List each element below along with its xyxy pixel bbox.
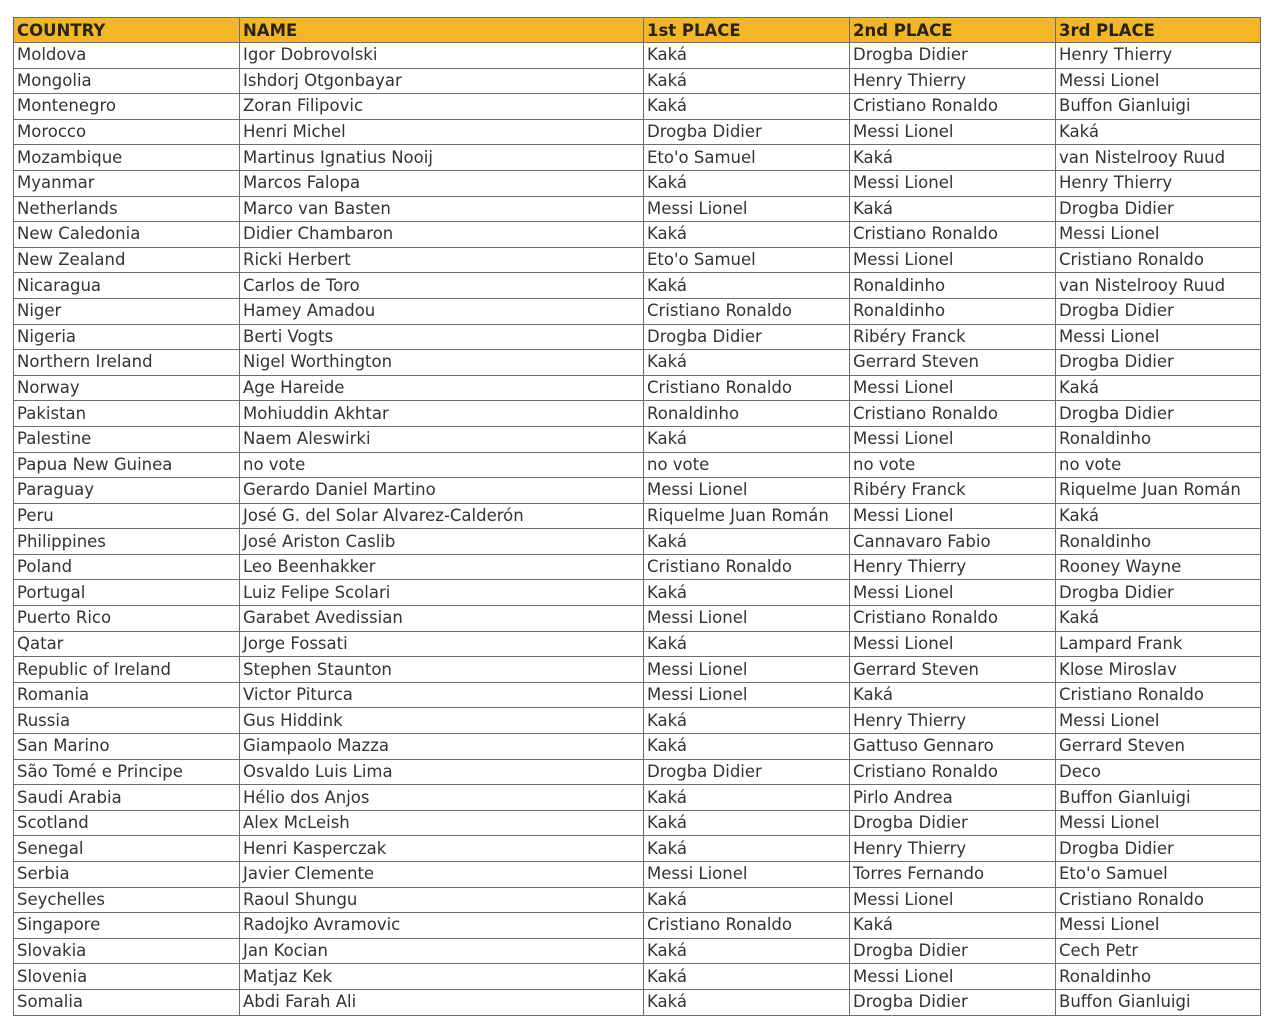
- table-row: [14, 734, 1261, 760]
- table-row: [14, 836, 1261, 862]
- first-place-cell: Messi Lionel: [644, 862, 850, 888]
- third-place-cell: Kaká: [1056, 503, 1261, 529]
- table-row: [14, 938, 1261, 964]
- country-cell: Slovakia: [14, 938, 240, 964]
- name-cell: Carlos de Toro: [240, 273, 644, 299]
- header-row: [14, 18, 1261, 43]
- name-cell: Victor Piturca: [240, 682, 644, 708]
- second-place-cell: Drogba Didier: [850, 938, 1056, 964]
- table-row: [14, 375, 1261, 401]
- first-place-cell: Kaká: [644, 68, 850, 94]
- third-place-cell: Henry Thierry: [1056, 170, 1261, 196]
- first-place-cell: Drogba Didier: [644, 759, 850, 785]
- second-place-cell: Henry Thierry: [850, 836, 1056, 862]
- country-cell: Puerto Rico: [14, 606, 240, 632]
- table-body: [14, 43, 1261, 1016]
- first-place-cell: Cristiano Ronaldo: [644, 375, 850, 401]
- name-cell: Ricki Herbert: [240, 247, 644, 273]
- country-cell: Morocco: [14, 119, 240, 145]
- table-row: [14, 478, 1261, 504]
- table-row: [14, 913, 1261, 939]
- table-row: [14, 657, 1261, 683]
- column-header-1st-place: 1st PLACE: [644, 18, 850, 43]
- second-place-cell: Kaká: [850, 196, 1056, 222]
- third-place-cell: Cristiano Ronaldo: [1056, 682, 1261, 708]
- name-cell: Luiz Felipe Scolari: [240, 580, 644, 606]
- name-cell: Radojko Avramovic: [240, 913, 644, 939]
- table-row: [14, 170, 1261, 196]
- first-place-cell: Kaká: [644, 580, 850, 606]
- third-place-cell: Kaká: [1056, 375, 1261, 401]
- first-place-cell: Kaká: [644, 350, 850, 376]
- second-place-cell: Messi Lionel: [850, 964, 1056, 990]
- third-place-cell: Eto'o Samuel: [1056, 862, 1261, 888]
- table-row: [14, 247, 1261, 273]
- third-place-cell: Drogba Didier: [1056, 401, 1261, 427]
- table-row: [14, 94, 1261, 120]
- table-row: [14, 119, 1261, 145]
- table-row: [14, 785, 1261, 811]
- table-row: [14, 426, 1261, 452]
- second-place-cell: Cristiano Ronaldo: [850, 759, 1056, 785]
- third-place-cell: Henry Thierry: [1056, 43, 1261, 69]
- country-cell: Slovenia: [14, 964, 240, 990]
- first-place-cell: Kaká: [644, 810, 850, 836]
- second-place-cell: Henry Thierry: [850, 554, 1056, 580]
- first-place-cell: Kaká: [644, 631, 850, 657]
- name-cell: Javier Clemente: [240, 862, 644, 888]
- second-place-cell: Drogba Didier: [850, 989, 1056, 1015]
- first-place-cell: Kaká: [644, 989, 850, 1015]
- country-cell: Niger: [14, 298, 240, 324]
- country-cell: Nigeria: [14, 324, 240, 350]
- country-cell: Philippines: [14, 529, 240, 555]
- table-row: [14, 196, 1261, 222]
- second-place-cell: Kaká: [850, 682, 1056, 708]
- name-cell: Jan Kocian: [240, 938, 644, 964]
- name-cell: Marcos Falopa: [240, 170, 644, 196]
- first-place-cell: Cristiano Ronaldo: [644, 913, 850, 939]
- third-place-cell: Drogba Didier: [1056, 350, 1261, 376]
- country-cell: San Marino: [14, 734, 240, 760]
- country-cell: Northern Ireland: [14, 350, 240, 376]
- country-cell: Netherlands: [14, 196, 240, 222]
- country-cell: Peru: [14, 503, 240, 529]
- first-place-cell: Kaká: [644, 938, 850, 964]
- country-cell: Saudi Arabia: [14, 785, 240, 811]
- country-cell: Myanmar: [14, 170, 240, 196]
- name-cell: Zoran Filipovic: [240, 94, 644, 120]
- first-place-cell: Messi Lionel: [644, 657, 850, 683]
- country-cell: New Caledonia: [14, 222, 240, 248]
- first-place-cell: Drogba Didier: [644, 119, 850, 145]
- table-row: [14, 989, 1261, 1015]
- table-row: [14, 708, 1261, 734]
- country-cell: Norway: [14, 375, 240, 401]
- second-place-cell: Messi Lionel: [850, 580, 1056, 606]
- table-row: [14, 554, 1261, 580]
- country-cell: Portugal: [14, 580, 240, 606]
- first-place-cell: Eto'o Samuel: [644, 145, 850, 171]
- table-row: [14, 324, 1261, 350]
- first-place-cell: Kaká: [644, 785, 850, 811]
- third-place-cell: Gerrard Steven: [1056, 734, 1261, 760]
- table-row: [14, 759, 1261, 785]
- country-cell: São Tomé e Principe: [14, 759, 240, 785]
- name-cell: Henri Kasperczak: [240, 836, 644, 862]
- first-place-cell: Kaká: [644, 887, 850, 913]
- third-place-cell: van Nistelrooy Ruud: [1056, 145, 1261, 171]
- third-place-cell: Deco: [1056, 759, 1261, 785]
- third-place-cell: Messi Lionel: [1056, 810, 1261, 836]
- table-row: [14, 273, 1261, 299]
- second-place-cell: Kaká: [850, 913, 1056, 939]
- country-cell: Nicaragua: [14, 273, 240, 299]
- third-place-cell: Cech Petr: [1056, 938, 1261, 964]
- name-cell: Garabet Avedissian: [240, 606, 644, 632]
- table-row: [14, 503, 1261, 529]
- column-header-country: COUNTRY: [14, 18, 240, 43]
- second-place-cell: Messi Lionel: [850, 119, 1056, 145]
- first-place-cell: Cristiano Ronaldo: [644, 298, 850, 324]
- first-place-cell: Eto'o Samuel: [644, 247, 850, 273]
- table-row: [14, 682, 1261, 708]
- table-row: [14, 298, 1261, 324]
- name-cell: Hélio dos Anjos: [240, 785, 644, 811]
- name-cell: Raoul Shungu: [240, 887, 644, 913]
- table-row: [14, 145, 1261, 171]
- third-place-cell: Messi Lionel: [1056, 324, 1261, 350]
- name-cell: Ishdorj Otgonbayar: [240, 68, 644, 94]
- name-cell: Stephen Staunton: [240, 657, 644, 683]
- country-cell: Seychelles: [14, 887, 240, 913]
- second-place-cell: Drogba Didier: [850, 810, 1056, 836]
- name-cell: Henri Michel: [240, 119, 644, 145]
- name-cell: Osvaldo Luis Lima: [240, 759, 644, 785]
- second-place-cell: Henry Thierry: [850, 708, 1056, 734]
- second-place-cell: Ribéry Franck: [850, 324, 1056, 350]
- name-cell: José Ariston Caslib: [240, 529, 644, 555]
- first-place-cell: Cristiano Ronaldo: [644, 554, 850, 580]
- name-cell: Gus Hiddink: [240, 708, 644, 734]
- column-header-3rd-place: 3rd PLACE: [1056, 18, 1261, 43]
- name-cell: Gerardo Daniel Martino: [240, 478, 644, 504]
- second-place-cell: Drogba Didier: [850, 43, 1056, 69]
- country-cell: Moldova: [14, 43, 240, 69]
- second-place-cell: Kaká: [850, 145, 1056, 171]
- second-place-cell: Messi Lionel: [850, 887, 1056, 913]
- third-place-cell: Buffon Gianluigi: [1056, 989, 1261, 1015]
- first-place-cell: Drogba Didier: [644, 324, 850, 350]
- third-place-cell: Kaká: [1056, 606, 1261, 632]
- name-cell: Berti Vogts: [240, 324, 644, 350]
- name-cell: Martinus Ignatius Nooij: [240, 145, 644, 171]
- third-place-cell: Cristiano Ronaldo: [1056, 887, 1261, 913]
- name-cell: Alex McLeish: [240, 810, 644, 836]
- second-place-cell: Ribéry Franck: [850, 478, 1056, 504]
- third-place-cell: Ronaldinho: [1056, 964, 1261, 990]
- column-header-name: NAME: [240, 18, 644, 43]
- table-row: [14, 222, 1261, 248]
- table-row: [14, 401, 1261, 427]
- first-place-cell: Kaká: [644, 222, 850, 248]
- third-place-cell: van Nistelrooy Ruud: [1056, 273, 1261, 299]
- second-place-cell: Cristiano Ronaldo: [850, 606, 1056, 632]
- second-place-cell: Messi Lionel: [850, 247, 1056, 273]
- third-place-cell: Rooney Wayne: [1056, 554, 1261, 580]
- second-place-cell: Ronaldinho: [850, 298, 1056, 324]
- third-place-cell: Klose Miroslav: [1056, 657, 1261, 683]
- country-cell: Somalia: [14, 989, 240, 1015]
- second-place-cell: Pirlo Andrea: [850, 785, 1056, 811]
- country-cell: Singapore: [14, 913, 240, 939]
- country-cell: Serbia: [14, 862, 240, 888]
- name-cell: Leo Beenhakker: [240, 554, 644, 580]
- second-place-cell: Cristiano Ronaldo: [850, 401, 1056, 427]
- table-row: [14, 631, 1261, 657]
- name-cell: Mohiuddin Akhtar: [240, 401, 644, 427]
- name-cell: no vote: [240, 452, 644, 478]
- table-row: [14, 350, 1261, 376]
- second-place-cell: Gerrard Steven: [850, 350, 1056, 376]
- second-place-cell: Henry Thierry: [850, 68, 1056, 94]
- table-row: [14, 810, 1261, 836]
- second-place-cell: Messi Lionel: [850, 426, 1056, 452]
- first-place-cell: Kaká: [644, 836, 850, 862]
- name-cell: Jorge Fossati: [240, 631, 644, 657]
- country-cell: Mozambique: [14, 145, 240, 171]
- second-place-cell: Torres Fernando: [850, 862, 1056, 888]
- country-cell: Pakistan: [14, 401, 240, 427]
- second-place-cell: Ronaldinho: [850, 273, 1056, 299]
- first-place-cell: Messi Lionel: [644, 478, 850, 504]
- table-row: [14, 452, 1261, 478]
- country-cell: Palestine: [14, 426, 240, 452]
- third-place-cell: Kaká: [1056, 119, 1261, 145]
- table-row: [14, 606, 1261, 632]
- first-place-cell: Kaká: [644, 94, 850, 120]
- country-cell: Qatar: [14, 631, 240, 657]
- third-place-cell: Buffon Gianluigi: [1056, 785, 1261, 811]
- votes-table-container: [13, 17, 1260, 1016]
- second-place-cell: Messi Lionel: [850, 375, 1056, 401]
- first-place-cell: Messi Lionel: [644, 606, 850, 632]
- first-place-cell: Kaká: [644, 426, 850, 452]
- third-place-cell: no vote: [1056, 452, 1261, 478]
- third-place-cell: Messi Lionel: [1056, 913, 1261, 939]
- second-place-cell: Messi Lionel: [850, 503, 1056, 529]
- table-row: [14, 887, 1261, 913]
- table-row: [14, 529, 1261, 555]
- third-place-cell: Drogba Didier: [1056, 298, 1261, 324]
- country-cell: Paraguay: [14, 478, 240, 504]
- third-place-cell: Cristiano Ronaldo: [1056, 247, 1261, 273]
- first-place-cell: Kaká: [644, 529, 850, 555]
- country-cell: Poland: [14, 554, 240, 580]
- second-place-cell: Cannavaro Fabio: [850, 529, 1056, 555]
- country-cell: Scotland: [14, 810, 240, 836]
- first-place-cell: Messi Lionel: [644, 682, 850, 708]
- first-place-cell: Kaká: [644, 964, 850, 990]
- third-place-cell: Riquelme Juan Román: [1056, 478, 1261, 504]
- votes-table: [13, 17, 1261, 1016]
- second-place-cell: Cristiano Ronaldo: [850, 222, 1056, 248]
- third-place-cell: Ronaldinho: [1056, 529, 1261, 555]
- table-row: [14, 43, 1261, 69]
- first-place-cell: Kaká: [644, 170, 850, 196]
- second-place-cell: Cristiano Ronaldo: [850, 94, 1056, 120]
- name-cell: Naem Aleswirki: [240, 426, 644, 452]
- name-cell: Matjaz Kek: [240, 964, 644, 990]
- table-row: [14, 68, 1261, 94]
- first-place-cell: Kaká: [644, 43, 850, 69]
- name-cell: Igor Dobrovolski: [240, 43, 644, 69]
- second-place-cell: no vote: [850, 452, 1056, 478]
- third-place-cell: Drogba Didier: [1056, 580, 1261, 606]
- third-place-cell: Drogba Didier: [1056, 196, 1261, 222]
- third-place-cell: Lampard Frank: [1056, 631, 1261, 657]
- first-place-cell: Messi Lionel: [644, 196, 850, 222]
- country-cell: Romania: [14, 682, 240, 708]
- country-cell: Senegal: [14, 836, 240, 862]
- first-place-cell: Kaká: [644, 273, 850, 299]
- name-cell: José G. del Solar Alvarez-Calderón: [240, 503, 644, 529]
- first-place-cell: Kaká: [644, 734, 850, 760]
- table-row: [14, 964, 1261, 990]
- first-place-cell: Riquelme Juan Román: [644, 503, 850, 529]
- country-cell: Papua New Guinea: [14, 452, 240, 478]
- column-header-2nd-place: 2nd PLACE: [850, 18, 1056, 43]
- country-cell: Montenegro: [14, 94, 240, 120]
- name-cell: Giampaolo Mazza: [240, 734, 644, 760]
- table-row: [14, 580, 1261, 606]
- second-place-cell: Gerrard Steven: [850, 657, 1056, 683]
- first-place-cell: Kaká: [644, 708, 850, 734]
- second-place-cell: Messi Lionel: [850, 631, 1056, 657]
- third-place-cell: Messi Lionel: [1056, 68, 1261, 94]
- table-row: [14, 862, 1261, 888]
- name-cell: Marco van Basten: [240, 196, 644, 222]
- name-cell: Didier Chambaron: [240, 222, 644, 248]
- first-place-cell: Ronaldinho: [644, 401, 850, 427]
- country-cell: Mongolia: [14, 68, 240, 94]
- second-place-cell: Gattuso Gennaro: [850, 734, 1056, 760]
- first-place-cell: no vote: [644, 452, 850, 478]
- name-cell: Hamey Amadou: [240, 298, 644, 324]
- country-cell: Republic of Ireland: [14, 657, 240, 683]
- name-cell: Age Hareide: [240, 375, 644, 401]
- country-cell: Russia: [14, 708, 240, 734]
- third-place-cell: Messi Lionel: [1056, 708, 1261, 734]
- country-cell: New Zealand: [14, 247, 240, 273]
- second-place-cell: Messi Lionel: [850, 170, 1056, 196]
- name-cell: Nigel Worthington: [240, 350, 644, 376]
- third-place-cell: Messi Lionel: [1056, 222, 1261, 248]
- third-place-cell: Ronaldinho: [1056, 426, 1261, 452]
- name-cell: Abdi Farah Ali: [240, 989, 644, 1015]
- third-place-cell: Buffon Gianluigi: [1056, 94, 1261, 120]
- third-place-cell: Drogba Didier: [1056, 836, 1261, 862]
